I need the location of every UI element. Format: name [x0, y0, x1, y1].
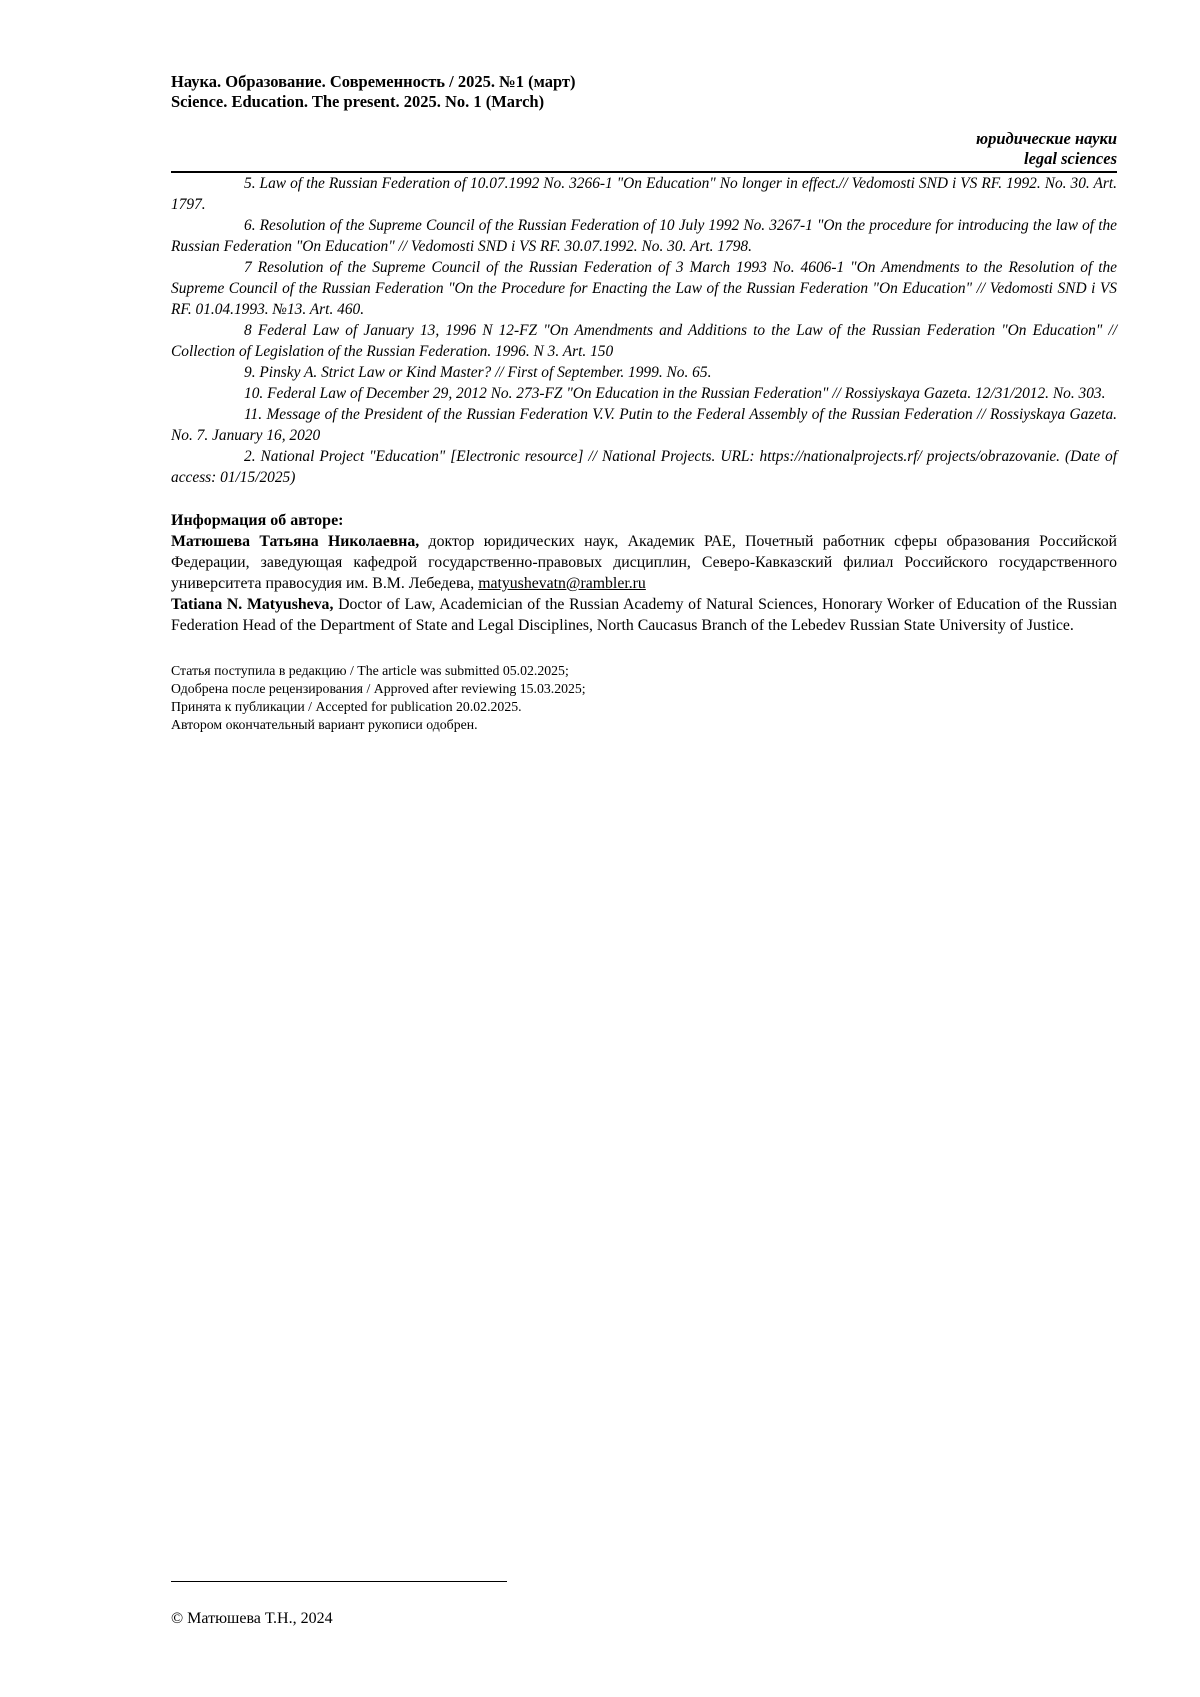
reference-item: 10. Federal Law of December 29, 2012 No. 273-FZ "On Education in the Russian Federation" // Rossiyskaya Gazeta. 12/31/2012. No. 303. — [244, 385, 1106, 402]
author-name-en: Tatiana N. Matyusheva, — [171, 596, 334, 613]
date-accepted: Принята к публикации / Accepted for publication 20.02.2025. — [171, 699, 522, 714]
footnote-rule — [171, 1581, 507, 1582]
author-details-ru: доктор юридических наук, Академик РАЕ, Почетный работник сферы образования Российской Федерации, заведующая кафедрой государственно-правовых дисциплин, Северо-Кавказский филиал Российского государственного университета правосудия им. В.М. Лебедева, — [171, 533, 1117, 592]
page-content — [171, 72, 1117, 734]
date-approved: Одобрена после рецензирования / Approved after reviewing 15.03.2025; — [171, 681, 586, 696]
final-version-note: Автором окончательный вариант рукописи одобрен. — [171, 717, 478, 732]
reference-item: 9. Pinsky A. Strict Law or Kind Master? // First of September. 1999. No. 65. — [244, 364, 712, 381]
author-email-link[interactable]: matyushevatn@rambler.ru — [478, 575, 646, 592]
copyright-notice: © Матюшева Т.Н., 2024 — [171, 1610, 333, 1627]
reference-item: 11. Message of the President of the Russian Federation V.V. Putin to the Federal Assembly of the Russian Federation // Rossiyskaya Gazeta. No. 7. January 16, 2020 — [171, 406, 1117, 444]
reference-item: 6. Resolution of the Supreme Council of the Russian Federation of 10 July 1992 No. 3267-1 "On the procedure for introducing the law of the Russian Federation "On Education" // Vedomosti SND i VS RF. 30.07.1992. No. 30. Art. 1798. — [171, 217, 1117, 255]
author-bio-en — [171, 594, 1117, 636]
reference-item: 8 Federal Law of January 13, 1996 N 12-FZ "On Amendments and Additions to the Law of the Russian Federation "On Education" // Collection of Legislation of the Russian Federation. 1996. N 3. Art. 150 — [171, 322, 1117, 360]
reference-item: 7 Resolution of the Supreme Council of the Russian Federation of 3 March 1993 No. 4606-1 "On Amendments to the Resolution of the Supreme Council of the Russian Federation "On the Procedure for Enacting the Law of the Russian Federation "On Education" // Vedomosti SND i VS RF. 01.04.1993. №13. Art. 460. — [171, 259, 1117, 318]
journal-title-en: Science. Education. The present. 2025. No. 1 (March) — [171, 92, 545, 111]
reference-item: 5. Law of the Russian Federation of 10.07.1992 No. 3266-1 "On Education" No longer in effect.// Vedomosti SND i VS RF. 1992. No. 30. Art. 1797. — [171, 175, 1117, 213]
section-label-ru: юридические науки — [976, 129, 1117, 148]
journal-title-ru: Наука. Образование. Современность / 2025. №1 (март) — [171, 72, 576, 91]
section-label — [171, 129, 1117, 169]
reference-list — [171, 173, 1117, 488]
reference-item: 2. National Project "Education" [Electronic resource] // National Projects. URL: https://nationalprojects.rf/ projects/obrazovanie. (Date of access: 01/15/2025) — [171, 448, 1117, 486]
author-name-ru: Матюшева Татьяна Николаевна, — [171, 533, 420, 550]
author-bio-ru — [171, 531, 1117, 594]
journal-header — [171, 72, 1117, 112]
author-info — [171, 510, 1117, 636]
publication-dates — [171, 662, 1117, 734]
author-info-heading: Информация об авторе: — [171, 512, 344, 529]
author-details-en: Doctor of Law, Academician of the Russian Academy of Natural Sciences, Honorary Worker of Education of the Russian Federation Head of the Department of State and Legal Disciplines, North Caucasus Branch of the Lebedev Russian State University of Justice. — [171, 596, 1117, 634]
section-label-en: legal sciences — [1023, 149, 1117, 168]
date-submitted: Статья поступила в редакцию / The article was submitted 05.02.2025; — [171, 663, 569, 678]
